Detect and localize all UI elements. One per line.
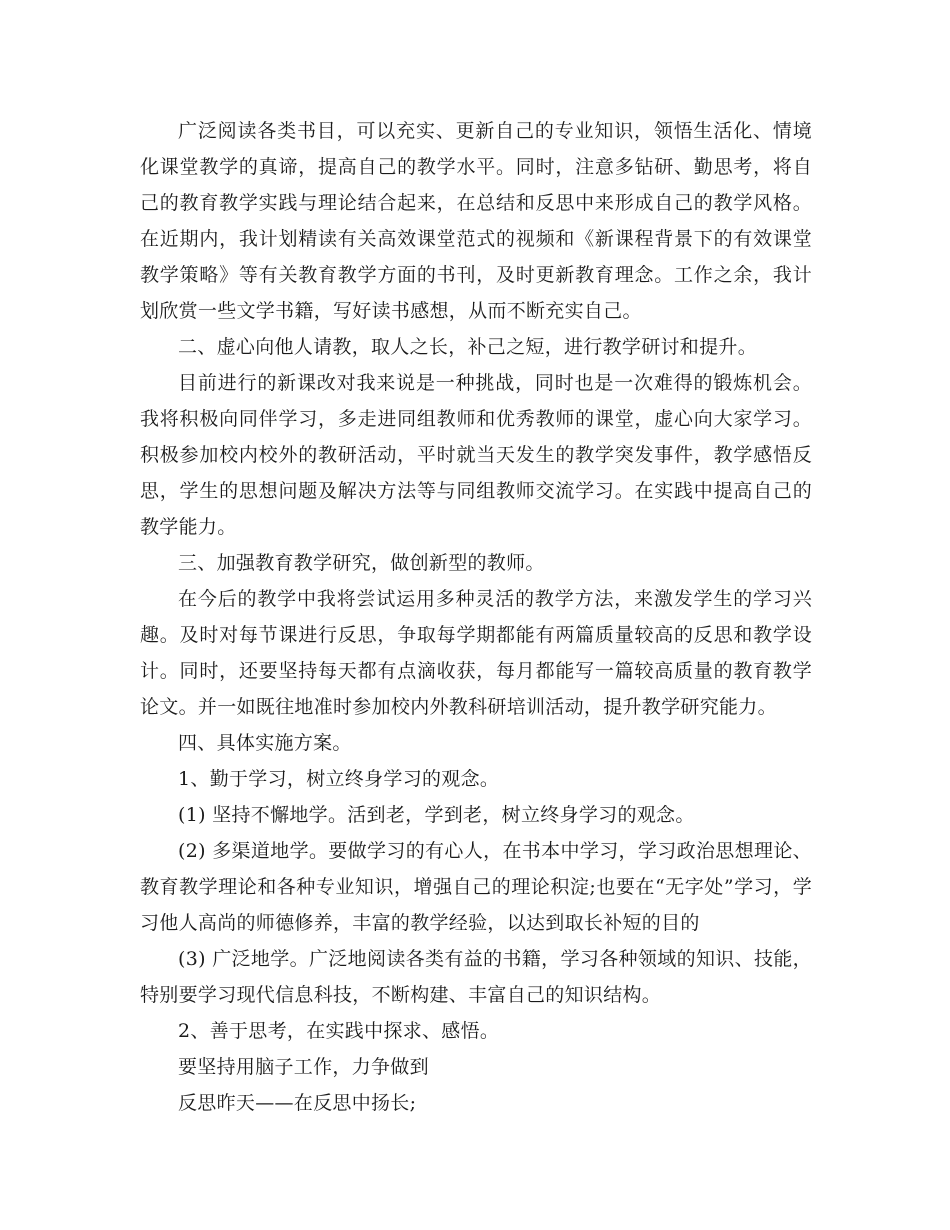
paragraph-reflect-yesterday: 反思昨天——在反思中扬长; (178, 1092, 417, 1114)
item-persistent-learning: (1) 坚持不懈地学。活到老，学到老，树立终身学习的观念。 (178, 804, 695, 826)
item-broad-learning: (3) 广泛地学。广泛地阅读各类有益的书籍，学习各种领域的知识、技能，特别要学习现代信息科技，不断构建、丰富自己的知识结构。 (140, 948, 812, 1006)
section-heading-research: 三、加强教育教学研究，做创新型的教师。 (178, 552, 545, 574)
paragraph-teaching-methods: 在今后的教学中我将尝试运用多种灵活的教学方法，来激发学生的学习兴趣。及时对每节课进行反思，争取每学期都能有两篇质量较高的反思和教学设计。同时，还要坚持每天都有点滴收获，每月都能写一篇较高质量的教育教学论文。并一如既往地准时参加校内外教科研培训活动，提升教学研究能力。 (140, 588, 812, 718)
item-multi-channel-learning: (2) 多渠道地学。要做学习的有心人，在书本中学习，学习政治思想理论、教育教学理论和各种专业知识，增强自己的理论积淀;也要在“无字处”学习，学习他人高尚的师德修养，丰富的教学经验，以达到取长补短的目的 (140, 840, 812, 934)
section-heading-implementation: 四、具体实施方案。 (178, 732, 352, 754)
document-body (140, 113, 812, 1121)
paragraph-curriculum-reform: 目前进行的新课改对我来说是一种挑战，同时也是一次难得的锻炼机会。我将积极向同伴学习，多走进同组教师和优秀教师的课堂，虚心向大家学习。积极参加校内校外的教研活动，平时就当天发生的教学突发事件，教学感悟反思，学生的思想问题及解决方法等与同组教师交流学习。在实践中提高自己的教学能力。 (140, 372, 812, 538)
item-heading-lifelong-learning: 1、勤于学习，树立终身学习的观念。 (178, 768, 500, 790)
section-heading-learn-from-others: 二、虚心向他人请教，取人之长，补己之短，进行教学研讨和提升。 (178, 336, 758, 358)
item-heading-reflection: 2、善于思考，在实践中探求、感悟。 (178, 1020, 500, 1042)
paragraph-use-brain: 要坚持用脑子工作，力争做到 (178, 1056, 429, 1078)
paragraph-reading-plan: 广泛阅读各类书目，可以充实、更新自己的专业知识，领悟生活化、情境化课堂教学的真谛，提高自己的教学水平。同时，注意多钻研、勤思考，将自己的教育教学实践与理论结合起来，在总结和反思中来形成自己的教学风格。在近期内，我计划精读有关高效课堂范式的视频和《新课程背景下的有效课堂教学策略》等有关教育教学方面的书刊，及时更新教育理念。工作之余，我计划欣赏一些文学书籍，写好读书感想，从而不断充实自己。 (140, 120, 812, 322)
